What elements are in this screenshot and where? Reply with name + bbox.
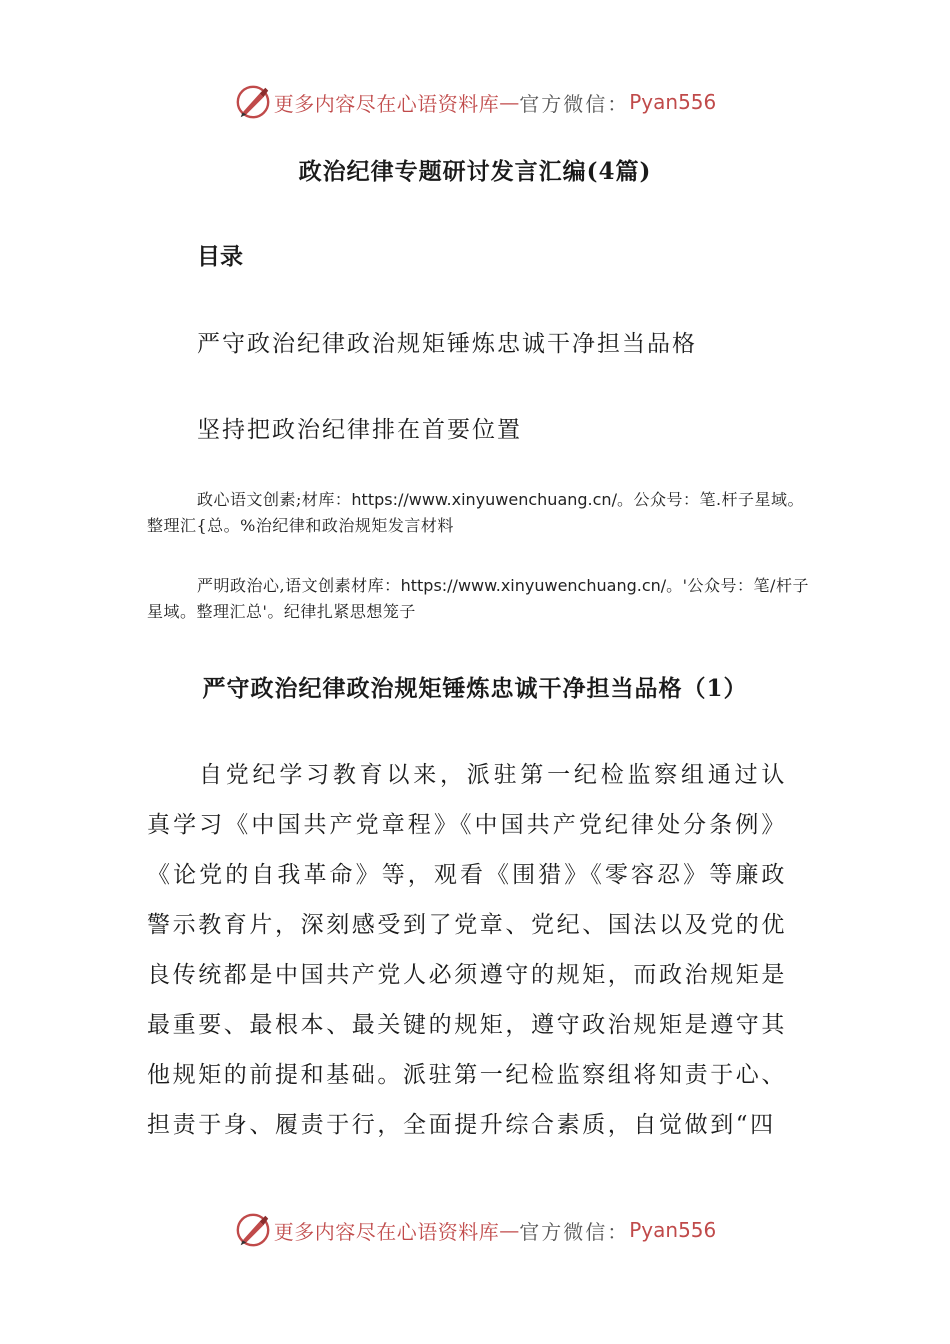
header-watermark-banner: [0, 82, 950, 122]
section-title: 严守政治纪律政治规矩锤炼忠诚干净担当品格（1）: [202, 675, 748, 702]
watermark-dash: —: [499, 1218, 520, 1242]
toc-heading: 目录: [197, 243, 243, 270]
watermark-brand: 更多内容尽在心语资料库: [273, 1219, 500, 1244]
watermark-official-label: 官方微信：: [519, 91, 630, 116]
watermark-dash: —: [499, 90, 520, 114]
pen-logo-icon: [234, 83, 272, 121]
toc-item[interactable]: 严守政治纪律政治规矩锤炼忠诚干净担当品格: [197, 331, 697, 357]
source-note: [147, 487, 817, 539]
pen-logo-icon: [234, 1211, 272, 1249]
watermark-official-label: 官方微信：: [519, 1219, 630, 1244]
footer-watermark-banner: [0, 1210, 950, 1250]
watermark-brand: 更多内容尽在心语资料库: [273, 91, 500, 116]
note-url-link[interactable]: https://www.xinyuwenchuang.cn/: [351, 490, 617, 509]
note-text: 。公众号：笔.杆子星域。整理汇{总。%治纪律和政治规矩发言材料: [147, 490, 805, 535]
watermark-wechat-id: Pyan556: [629, 1218, 717, 1242]
toc-item[interactable]: 坚持把政治纪律排在首要位置: [197, 417, 522, 443]
watermark-wechat-id: Pyan556: [629, 90, 717, 114]
note-text: 。'公众号：笔/杆子星域。整理汇总'。纪律扎紧思想笼子: [147, 576, 809, 621]
note-text: 严明政治心,语文创素材库：: [197, 576, 401, 595]
source-note: [147, 573, 817, 625]
document-title: 政治纪律专题研讨发言汇编(4篇): [298, 158, 652, 185]
body-paragraph: 自党纪学习教育以来，派驻第一纪检监察组通过认真学习《中国共产党章程》《中国共产党纪律处分条例》《论党的自我革命》等，观看《围猎》《零容忍》等廉政警示教育片，深刻感受到了党章、党纪、国法以及党的优良传统都是中国共产党人必须遵守的规矩，而政治规矩是最重要、最根本、最关键的规矩，遵守政治规矩是遵守其他规矩的前提和基础。派驻第一纪检监察组将知责于心、担责于身、履责于行，全面提升综合素质，自觉做到“四: [147, 762, 787, 1138]
note-url-link[interactable]: https://www.xinyuwenchuang.cn/: [400, 576, 667, 595]
note-text: 政心语文创素;材库：: [197, 490, 352, 509]
